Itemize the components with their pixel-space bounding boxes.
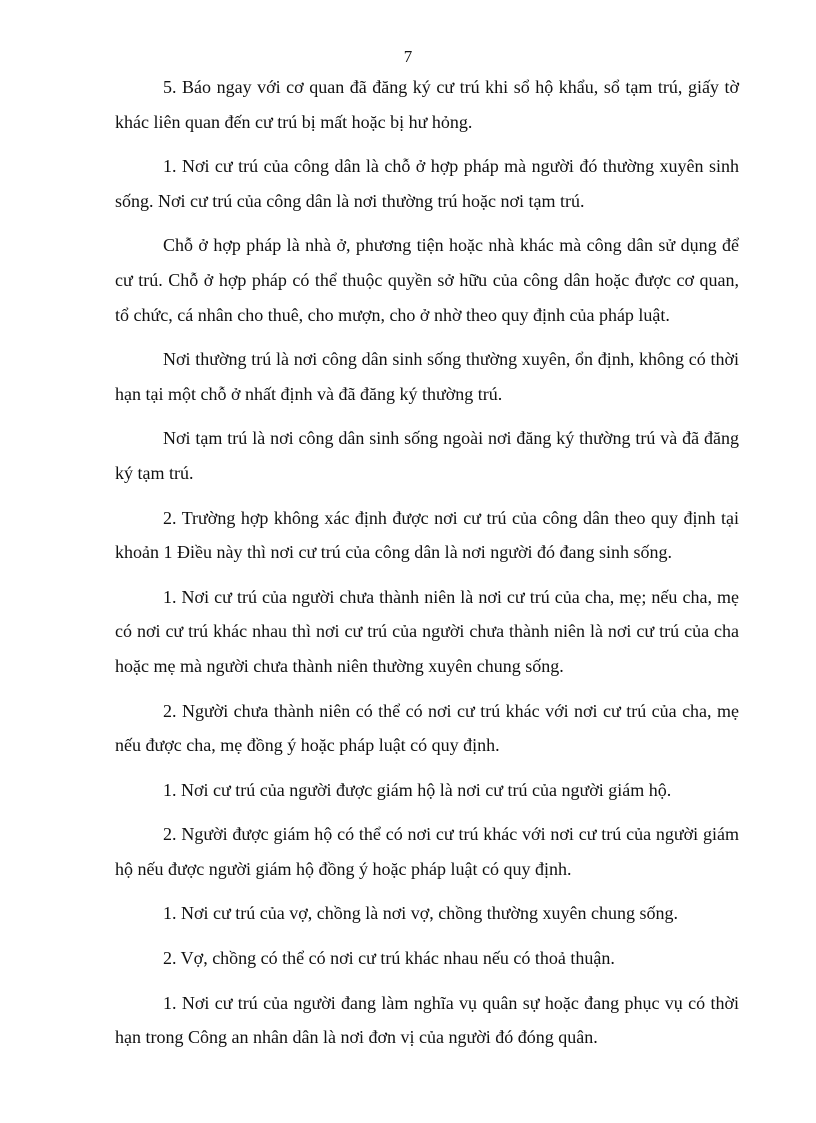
paragraph-spouse-residence: 1. Nơi cư trú của vợ, chồng là nơi vợ, chồng thường xuyên chung sống. [163,903,679,924]
paragraph-military-residence: 1. Nơi cư trú của người đang làm nghĩa vụ quân sự hoặc đang phục vụ có thời hạn trong Công an nhân dân là nơi đơn vị của người đó đóng quân. [115,992,739,1048]
document-body [115,70,739,1065]
paragraph-temporary-residence: Nơi tạm trú là nơi công dân sinh sống ngoài nơi đăng ký thường trú và đã đăng ký tạm trú. [115,428,739,483]
paragraph-undetermined-residence: 2. Trường hợp không xác định được nơi cư trú của công dân theo quy định tại khoản 1 Điều này thì nơi cư trú của công dân là nơi người đó đang sinh sống. [115,507,739,563]
paragraph-ward-separate-residence: 2. Người được giám hộ có thể có nơi cư trú khác với nơi cư trú của người giám hộ nếu được người giám hộ đồng ý hoặc pháp luật có quy định. [115,824,739,879]
page-number: 7 [403,47,413,66]
paragraph-ward-residence: 1. Nơi cư trú của người được giám hộ là nơi cư trú của người giám hộ. [163,779,672,800]
paragraph-permanent-residence: Nơi thường trú là nơi công dân sinh sống thường xuyên, ổn định, không có thời hạn tại một chỗ ở nhất định và đã đăng ký thường trú. [115,349,739,404]
paragraph-spouse-separate-residence: 2. Vợ, chồng có thể có nơi cư trú khác nhau nếu có thoả thuận. [163,948,615,969]
paragraph-residence-definition: 1. Nơi cư trú của công dân là chỗ ở hợp pháp mà người đó thường xuyên sinh sống. Nơi cư trú của công dân là nơi thường trú hoặc nơi tạm trú. [115,156,739,211]
paragraph-legal-residence: Chỗ ở hợp pháp là nhà ở, phương tiện hoặc nhà khác mà công dân sử dụng để cư trú. Chỗ ở hợp pháp có thể thuộc quyền sở hữu của công dân hoặc được cơ quan, tổ chức, cá nhân cho thuê, cho mượn, cho ở nhờ theo quy định của pháp luật. [115,235,739,325]
paragraph-report-loss: 5. Báo ngay với cơ quan đã đăng ký cư trú khi sổ hộ khẩu, sổ tạm trú, giấy tờ khác liên quan đến cư trú bị mất hoặc bị hư hỏng. [115,77,739,132]
paragraph-minor-separate-residence: 2. Người chưa thành niên có thể có nơi cư trú khác với nơi cư trú của cha, mẹ nếu được cha, mẹ đồng ý hoặc pháp luật có quy định. [115,700,739,756]
paragraph-minor-residence: 1. Nơi cư trú của người chưa thành niên là nơi cư trú của cha, mẹ; nếu cha, mẹ có nơi cư trú khác nhau thì nơi cư trú của người chưa thành niên là nơi cư trú của cha hoặc mẹ mà người chưa thành niên thường xuyên chung sống. [115,586,739,676]
